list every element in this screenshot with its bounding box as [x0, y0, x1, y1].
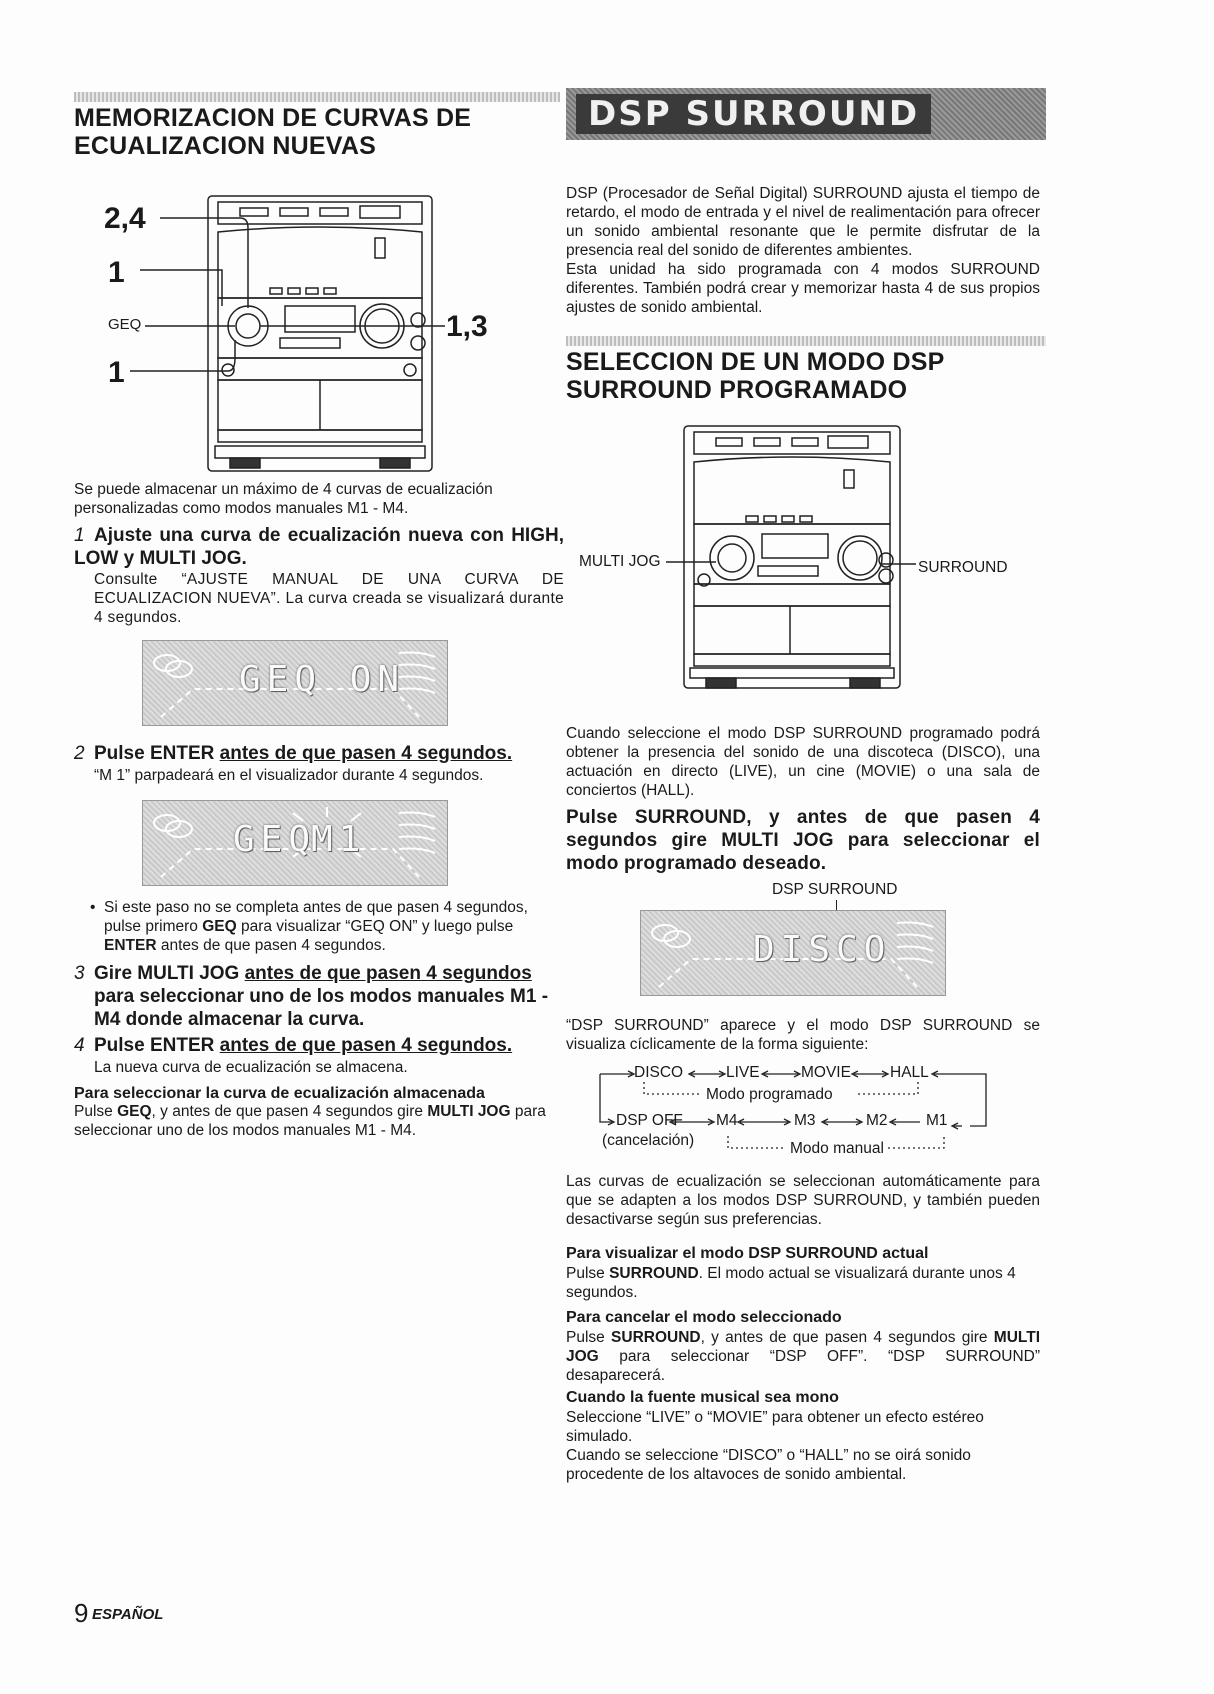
- callout-1-top: 1: [108, 256, 125, 289]
- text: antes de que pasen 4 segundos.: [156, 937, 386, 954]
- section-rule: [566, 336, 1046, 346]
- mode-dsp-off: DSP OFF: [616, 1112, 683, 1129]
- recall-heading: Para seleccionar la curva de ecualización almacenada: [74, 1085, 485, 1102]
- text: , y antes de que pasen 4 segundos gire: [151, 1103, 428, 1120]
- mono-source-body: [566, 1408, 1040, 1484]
- step-title-underlined: antes de que pasen 4 segundos.: [219, 1035, 513, 1056]
- lcd-label-dsp-surround: DSP SURROUND: [772, 881, 898, 898]
- cancel-mode-body: [566, 1328, 1040, 1385]
- mode-disco: DISCO: [634, 1064, 684, 1081]
- display-mode-body: [566, 1264, 1040, 1302]
- stereo-system-illustration: [100, 188, 570, 488]
- mode-m1: M1: [926, 1112, 948, 1129]
- step-2-body: “M 1” parpadeará en el visualizador durante 4 segundos.: [94, 767, 484, 784]
- lcd-text: GEQ ON: [239, 659, 406, 700]
- step-1: [74, 524, 564, 570]
- step-number: 3: [74, 963, 85, 984]
- lcd-display-geq-on: [142, 640, 448, 726]
- section-heading-memorize: [74, 104, 574, 160]
- text: para visualizar “GEQ ON” y luego pulse: [236, 918, 514, 935]
- step-number: 1: [74, 525, 85, 546]
- bullet-note: [90, 898, 566, 955]
- step-title-underlined: antes de que pasen 4 segundos: [244, 963, 532, 984]
- paragraph: Esta unidad ha sido programada con 4 modos SURROUND diferentes. También podrá crear y memorizar hasta 4 de sus propios ajustes de sonido ambiental.: [566, 261, 1040, 316]
- callout-2-4: 2,4: [104, 202, 146, 235]
- text: Pulse: [74, 1103, 118, 1120]
- paragraph: Cuando se seleccione “DISCO” o “HALL” no se oirá sonido procedente de los altavoces de sonido ambiental.: [566, 1447, 971, 1483]
- heading-line: MEMORIZACION DE CURVAS DE: [74, 104, 472, 132]
- mono-source-heading: Cuando la fuente musical sea mono: [566, 1389, 839, 1406]
- step-4-body: La nueva curva de ecualización se almacena.: [94, 1059, 408, 1076]
- mode-m4: M4: [716, 1112, 738, 1129]
- callout-surround: SURROUND: [918, 559, 1008, 576]
- callout-geq: GEQ: [108, 316, 142, 333]
- text: Si este paso no se completa antes de que pasen 4 segundos, pulse primero: [104, 899, 528, 935]
- lcd-display-geq-m1: [142, 800, 448, 886]
- mode-m3: M3: [794, 1112, 816, 1129]
- step-number: 2: [74, 743, 85, 764]
- display-mode-heading: Para visualizar el modo DSP SURROUND actual: [566, 1245, 929, 1262]
- mode-m2: M2: [866, 1112, 888, 1129]
- text-bold: ENTER: [104, 937, 157, 954]
- mode-movie: MOVIE: [801, 1064, 851, 1081]
- recall-body: [74, 1102, 564, 1140]
- section-heading-select-mode: [566, 348, 1046, 404]
- eq-auto-paragraph: Las curvas de ecualización se seleccionan automáticamente para que se adapten a los modos DSP SURROUND, y también pueden desactivarse según sus preferencias.: [566, 1173, 1040, 1228]
- text: , y antes de que pasen 4 segundos gire: [700, 1329, 994, 1346]
- label-manual-mode: Modo manual: [790, 1140, 884, 1157]
- dsp-intro: [566, 184, 1040, 317]
- lcd-display-disco: [640, 910, 946, 996]
- banner-title: DSP SURROUND: [576, 94, 931, 134]
- text: Pulse: [566, 1265, 610, 1282]
- mode-live: LIVE: [726, 1064, 760, 1081]
- step-title-underlined: antes de que pasen 4 segundos.: [219, 743, 513, 764]
- text-bold: GEQ: [117, 1103, 152, 1120]
- step-title: Ajuste una curva de ecualización nueva con HIGH, LOW y MULTI JOG.: [74, 525, 564, 569]
- step-4: [74, 1034, 564, 1057]
- callout-multi-jog: MULTI JOG: [579, 553, 661, 570]
- lcd-text: DISCO: [753, 929, 892, 970]
- text-bold: SURROUND: [611, 1329, 701, 1346]
- label-programmed-mode: Modo programado: [706, 1086, 833, 1103]
- text-bold: MULTI JOG: [566, 1329, 1040, 1365]
- bullet-icon: •: [90, 899, 96, 916]
- section-rule: [74, 92, 560, 102]
- page-number: 9: [74, 1598, 89, 1628]
- step-title: Gire MULTI JOG: [94, 963, 245, 984]
- dsp-instruction: Pulse SURROUND, y antes de que pasen 4 segundos gire MULTI JOG para seleccionar el modo programado deseado.: [566, 807, 1040, 874]
- text-bold: MULTI JOG: [427, 1103, 511, 1120]
- step-3: [74, 962, 564, 1031]
- callout-1-3: 1,3: [446, 310, 488, 343]
- step-title: Pulse ENTER: [94, 743, 220, 764]
- step-2: [74, 742, 564, 765]
- heading-line: ECUALIZACION NUEVAS: [74, 132, 376, 160]
- heading-line: SELECCION DE UN MODO DSP: [566, 348, 945, 376]
- text: . El modo actual se visualizará durante unos 4 segundos.: [566, 1265, 1016, 1301]
- step-title: Pulse ENTER: [94, 1035, 220, 1056]
- callout-1-bottom: 1: [108, 356, 125, 389]
- language-label: ESPAÑOL: [92, 1606, 164, 1623]
- text-bold: SURROUND: [609, 1265, 699, 1282]
- text: Pulse: [566, 1329, 612, 1346]
- step-title-cont: para seleccionar uno de los modos manuales M1 - M4 donde almacenar la curva.: [94, 986, 549, 1030]
- lcd-text-blinking: M1: [311, 819, 367, 860]
- paragraph: DSP (Procesador de Señal Digital) SURROUND ajusta el tiempo de retardo, el modo de entrada y el nivel de realimentación para ofrecer un sonido ambiental resonante que le permite disfrutar de la presencia real del sonido de diferentes ambientes.: [566, 185, 1040, 259]
- step-1-body: Consulte “AJUSTE MANUAL DE UNA CURVA DE ECUALIZACION NUEVA”. La curva creada se visualizará durante 4 segundos.: [94, 571, 564, 626]
- label-cancellation: (cancelación): [602, 1132, 695, 1149]
- dsp-presence-paragraph: Cuando seleccione el modo DSP SURROUND programado podrá obtener la presencia del sonido de una discoteca (DISCO), una actuación en directo (LIVE), un cine (MOVIE) o una sala de conciertos (HALL).: [566, 725, 1040, 799]
- text: para seleccionar “DSP OFF”. “DSP SURROUND” desaparecerá.: [566, 1348, 1040, 1384]
- mode-hall: HALL: [890, 1064, 929, 1081]
- text-bold: GEQ: [202, 918, 237, 935]
- dsp-surround-banner: [566, 88, 1046, 140]
- step-number: 4: [74, 1035, 85, 1056]
- lcd-text: GEQ: [233, 819, 317, 860]
- heading-line: SURROUND PROGRAMADO: [566, 376, 908, 404]
- intro-paragraph: Se puede almacenar un máximo de 4 curvas de ecualización personalizadas como modos manuales M1 - M4.: [74, 481, 493, 517]
- text: para seleccionar uno de los modos manuales M1 - M4.: [74, 1103, 546, 1139]
- paragraph: Seleccione “LIVE” o “MOVIE” para obtener un efecto estéreo simulado.: [566, 1409, 984, 1445]
- cycle-intro: “DSP SURROUND” aparece y el modo DSP SURROUND se visualiza cíclicamente de la forma siguiente:: [566, 1017, 1040, 1053]
- cancel-mode-heading: Para cancelar el modo seleccionado: [566, 1309, 842, 1326]
